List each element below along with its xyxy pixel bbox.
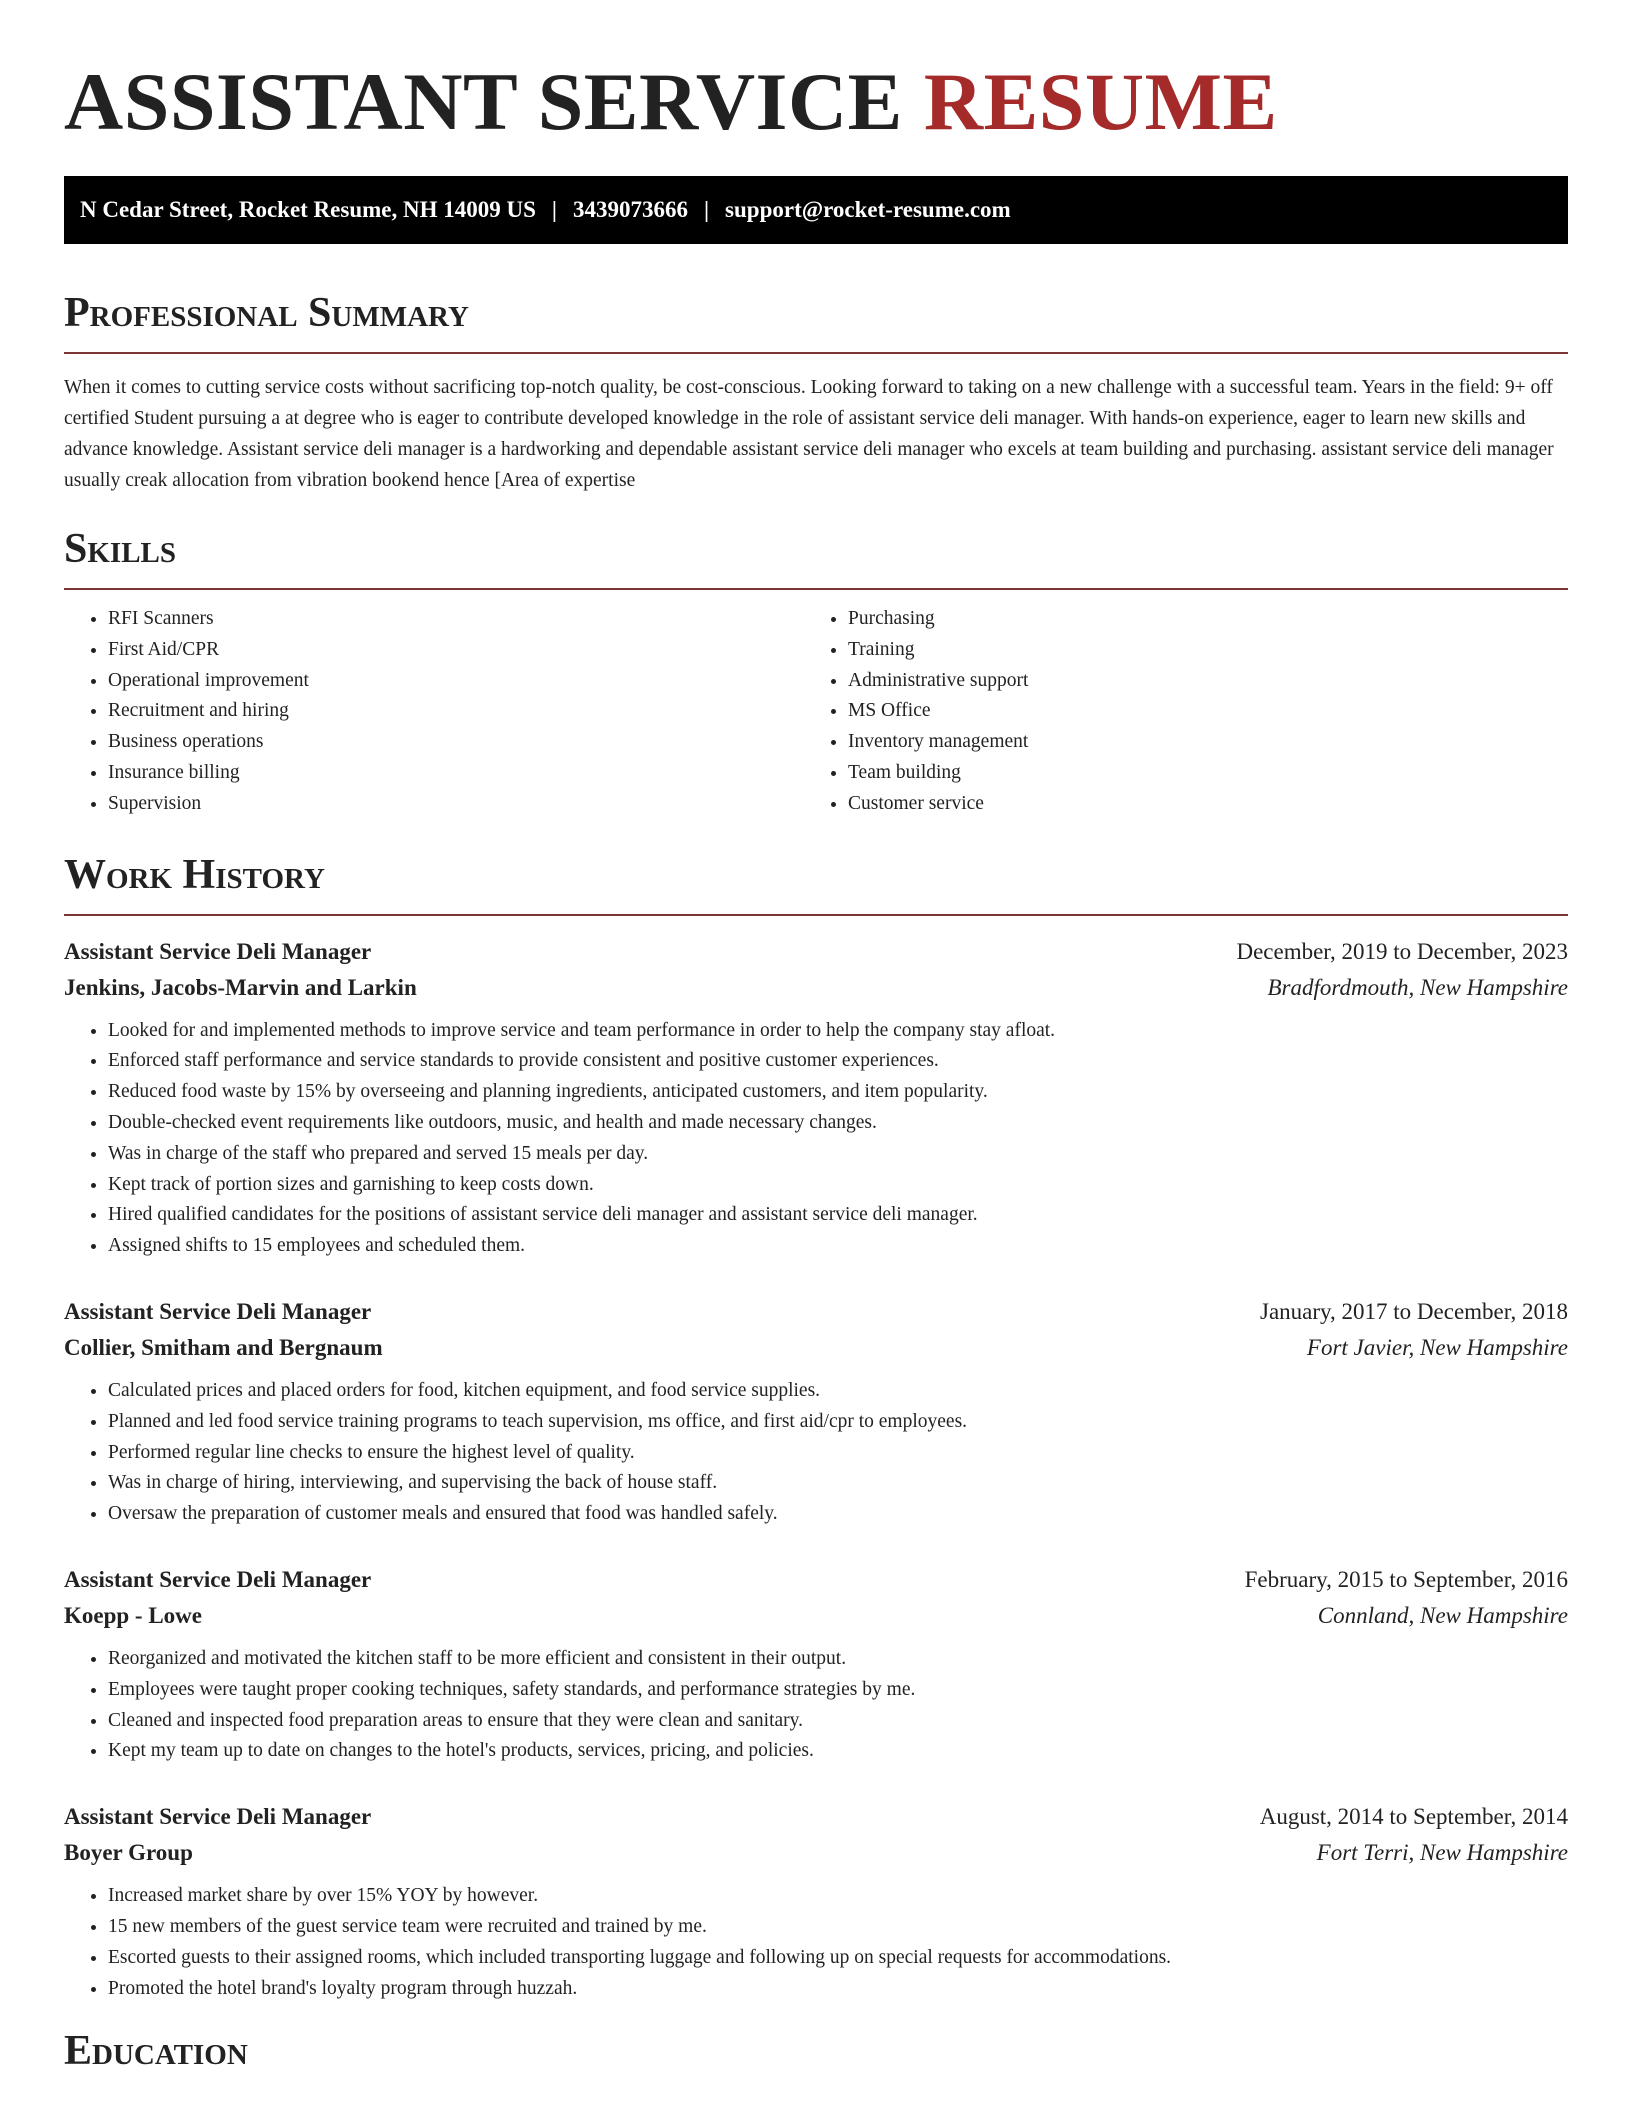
- job-bullets: [64, 1881, 1568, 2004]
- job-bullet: • Assigned shifts to 15 employees and scheduled them.: [108, 1231, 1568, 1262]
- job-entry: [64, 1294, 1568, 1530]
- job-bullet: • Kept track of portion sizes and garnishing to keep costs down.: [108, 1170, 1568, 1201]
- job-company-row: [64, 1598, 1568, 1634]
- job-bullet: • Escorted guests to their assigned rooms, which included transporting luggage and following up on special requests for accommodations.: [108, 1943, 1568, 1974]
- resume-title: [64, 54, 1568, 150]
- job-header-row: [64, 1294, 1568, 1330]
- job-company-row: [64, 1835, 1568, 1871]
- section-heading-work-history: Work History: [64, 851, 325, 898]
- title-accent: RESUME: [923, 56, 1278, 147]
- job-company: Collier, Smitham and Bergnaum: [64, 1334, 383, 1360]
- job-bullet: • Hired qualified candidates for the positions of assistant service deli manager and assistant service deli manager.: [108, 1200, 1568, 1231]
- job-header-row: [64, 934, 1568, 970]
- contact-address: N Cedar Street, Rocket Resume, NH 14009 US: [80, 197, 536, 222]
- job-location: Fort Javier, New Hampshire: [1306, 1334, 1568, 1360]
- skills-column-left: [64, 604, 804, 820]
- job-bullet: • Increased market share by over 15% YOY by however.: [108, 1881, 1568, 1912]
- skill-item: • Supervision: [108, 789, 804, 820]
- summary-section: [64, 288, 1568, 496]
- job-bullets: [64, 1644, 1568, 1767]
- skill-item: • MS Office: [848, 696, 1568, 727]
- contact-phone[interactable]: 3439073666: [572, 197, 688, 222]
- contact-bar: [64, 176, 1568, 244]
- job-bullets: [64, 1376, 1568, 1530]
- job-dates: January, 2017 to December, 2018: [1260, 1298, 1568, 1324]
- job-bullet: • Double-checked event requirements like outdoors, music, and health and made necessary changes.: [108, 1108, 1568, 1139]
- skills-columns: [64, 604, 1568, 820]
- section-divider: [64, 914, 1568, 916]
- job-bullet: • Reorganized and motivated the kitchen staff to be more efficient and consistent in their output.: [108, 1644, 1568, 1675]
- job-dates: February, 2015 to September, 2016: [1244, 1566, 1568, 1592]
- contact-separator: |: [703, 197, 710, 222]
- job-bullets: [64, 1016, 1568, 1262]
- job-bullet: • Kept my team up to date on changes to the hotel's products, services, pricing, and policies.: [108, 1736, 1568, 1767]
- section-heading-education: Education: [64, 2028, 248, 2075]
- job-entry: [64, 1799, 1568, 2004]
- job-company-row: [64, 1330, 1568, 1366]
- job-bullet: • Planned and led food service training programs to teach supervision, ms office, and first aid/cpr to employees.: [108, 1407, 1568, 1438]
- job-company: Koepp - Lowe: [64, 1602, 202, 1628]
- skill-item: • Operational improvement: [108, 666, 804, 697]
- job-entry: [64, 934, 1568, 1262]
- job-bullet: • Oversaw the preparation of customer meals and ensured that food was handled safely.: [108, 1499, 1568, 1530]
- job-dates: December, 2019 to December, 2023: [1236, 938, 1568, 964]
- skill-item: • Purchasing: [848, 604, 1568, 635]
- education-section: [64, 2026, 1568, 2076]
- job-title: Assistant Service Deli Manager: [64, 1566, 372, 1592]
- job-company: Boyer Group: [64, 1840, 193, 1866]
- job-bullet: • Performed regular line checks to ensure the highest level of quality.: [108, 1438, 1568, 1469]
- job-company: Jenkins, Jacobs-Marvin and Larkin: [64, 974, 417, 1000]
- skills-list-right: [804, 604, 1568, 820]
- job-entry: [64, 1562, 1568, 1767]
- job-bullet: • Calculated prices and placed orders for food, kitchen equipment, and food service supplies.: [108, 1376, 1568, 1407]
- job-title: Assistant Service Deli Manager: [64, 1804, 372, 1830]
- section-heading-summary: Professional Summary: [64, 290, 469, 336]
- job-dates: August, 2014 to September, 2014: [1259, 1804, 1568, 1830]
- skill-item: • RFI Scanners: [108, 604, 804, 635]
- job-bullet: • Looked for and implemented methods to improve service and team performance in order to help the company stay afloat.: [108, 1016, 1568, 1047]
- skill-item: • Recruitment and hiring: [108, 696, 804, 727]
- job-bullet: • Was in charge of hiring, interviewing, and supervising the back of house staff.: [108, 1468, 1568, 1499]
- job-title: Assistant Service Deli Manager: [64, 1298, 372, 1324]
- job-title: Assistant Service Deli Manager: [64, 938, 372, 964]
- job-location: Connland, New Hampshire: [1317, 1602, 1568, 1628]
- skill-item: • Customer service: [848, 789, 1568, 820]
- skill-item: • Administrative support: [848, 666, 1568, 697]
- job-bullet: • Was in charge of the staff who prepared and served 15 meals per day.: [108, 1139, 1568, 1170]
- skill-item: • First Aid/CPR: [108, 635, 804, 666]
- job-bullet: • 15 new members of the guest service team were recruited and trained by me.: [108, 1912, 1568, 1943]
- section-heading-skills: Skills: [64, 526, 177, 572]
- job-header-row: [64, 1562, 1568, 1598]
- job-company-row: [64, 970, 1568, 1006]
- section-divider: [64, 352, 1568, 354]
- contact-separator: |: [551, 197, 557, 222]
- job-bullet: • Cleaned and inspected food preparation areas to ensure that they were clean and sanitary.: [108, 1706, 1568, 1737]
- resume-page: [64, 0, 1568, 2076]
- job-bullet: • Enforced staff performance and service standards to provide consistent and positive customer experiences.: [108, 1046, 1568, 1077]
- skills-section: [64, 524, 1568, 820]
- skill-item: • Inventory management: [848, 727, 1568, 758]
- job-header-row: [64, 1799, 1568, 1835]
- summary-text: When it comes to cutting service costs without sacrificing top-notch quality, be cost-conscious. Looking forward to taking on a new challenge with a successful team. Years in the field: 9+ off certified Student pursuing a at degree who is eager to contribute developed knowledge in the role of assistant service deli manager. With hands-on experience, eager to learn new skills and advance knowledge. Assistant service deli manager is a hardworking and dependable assistant service deli manager who excels at team building and purchasing. assistant service deli manager usually creak allocation from vibration bookend hence [Area of expertise: [64, 377, 1554, 491]
- skills-column-right: [804, 604, 1568, 820]
- title-main: ASSISTANT SERVICE: [64, 56, 903, 147]
- job-location: Fort Terri, New Hampshire: [1316, 1840, 1568, 1866]
- job-bullet: • Employees were taught proper cooking techniques, safety standards, and performance strategies by me.: [108, 1675, 1568, 1706]
- skill-item: • Training: [848, 635, 1568, 666]
- job-bullet: • Promoted the hotel brand's loyalty program through huzzah.: [108, 1974, 1568, 2005]
- skill-item: • Business operations: [108, 727, 804, 758]
- job-bullet: • Reduced food waste by 15% by overseeing and planning ingredients, anticipated customers, and item popularity.: [108, 1077, 1568, 1108]
- job-location: Bradfordmouth, New Hampshire: [1267, 974, 1568, 1000]
- skill-item: • Insurance billing: [108, 758, 804, 789]
- skill-item: • Team building: [848, 758, 1568, 789]
- skills-list-left: [64, 604, 804, 820]
- section-divider: [64, 588, 1568, 590]
- contact-email[interactable]: support@rocket-resume.com: [725, 197, 1011, 222]
- work-history-section: [64, 850, 1568, 2005]
